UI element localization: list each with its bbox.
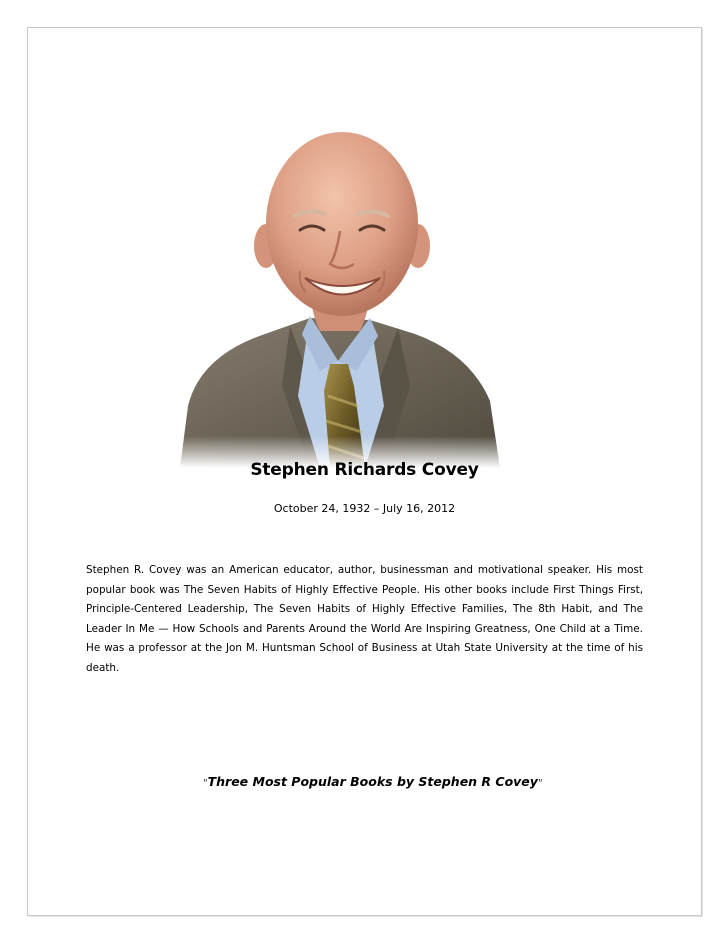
document-page bbox=[27, 27, 702, 916]
life-dates: October 24, 1932 – July 16, 2012 bbox=[273, 502, 456, 515]
open-quote: " bbox=[203, 778, 208, 789]
page-title: Stephen Richards Covey bbox=[250, 460, 479, 480]
portrait-photo bbox=[170, 106, 504, 468]
books-heading bbox=[203, 774, 543, 789]
biography-paragraph: Stephen R. Covey was an American educator, author, businessman and motivational speaker. His most popular book was The Seven Habits of Highly Effective People. His other books include First Things First, Principle-Centered Leadership, The Seven Habits of Highly Effective Families, The 8th Habit, and The Leader In Me — How Schools and Parents Around the World Are Inspiring Greatness, One Child at a Time. He was a professor at the Jon M. Huntsman School of Business at Utah State University at the time of his death. bbox=[86, 564, 643, 674]
books-heading-text: Three Most Popular Books by Stephen R Covey bbox=[207, 774, 538, 789]
close-quote: " bbox=[537, 778, 543, 789]
